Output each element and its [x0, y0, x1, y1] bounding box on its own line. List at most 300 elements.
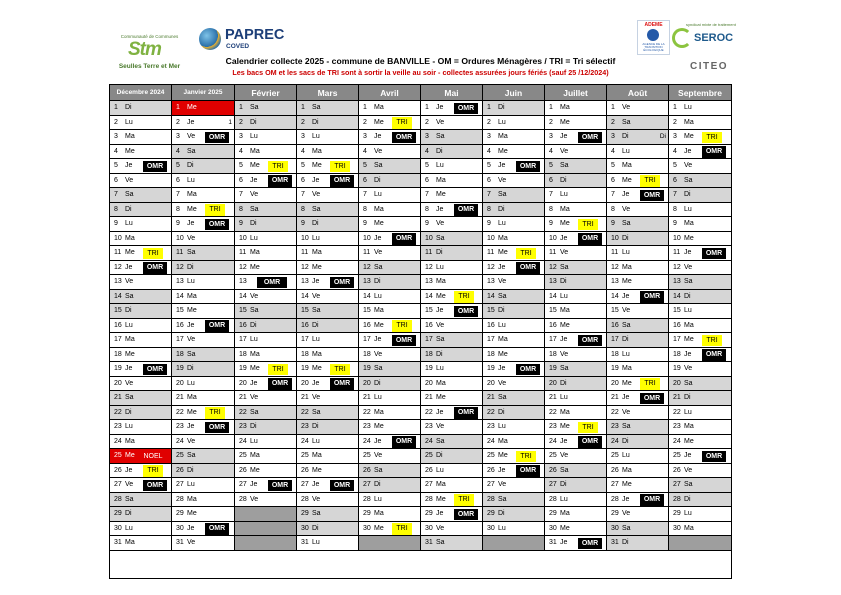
- day-cell: [297, 275, 359, 290]
- day-cell: [110, 275, 172, 290]
- day-number: 22: [176, 408, 184, 416]
- day-number: 24: [114, 437, 122, 445]
- day-name: Me: [250, 365, 260, 372]
- day-number: 7: [487, 191, 491, 198]
- day-number: 17: [425, 336, 433, 343]
- day-cell: [235, 464, 297, 479]
- day-number: 7: [425, 191, 429, 198]
- day-number: 17: [363, 336, 371, 343]
- day-number: 27: [176, 481, 184, 488]
- day-number: 21: [176, 394, 184, 401]
- day-number: 16: [425, 321, 433, 329]
- day-number: 31: [114, 539, 122, 546]
- day-name: Je: [622, 191, 630, 198]
- day-cell: [669, 203, 732, 218]
- day-name: Ma: [684, 524, 694, 532]
- day-number: 2: [673, 118, 677, 126]
- day-cell: [545, 435, 607, 450]
- day-number: 9: [176, 220, 180, 227]
- day-name: Me: [560, 220, 570, 227]
- day-cell: [483, 464, 545, 479]
- day-name: Ma: [498, 336, 508, 343]
- day-name: Je: [560, 133, 568, 140]
- day-name: Ma: [374, 104, 384, 111]
- day-cell: [545, 246, 607, 261]
- day-cell: [235, 348, 297, 363]
- day-cell: [483, 435, 545, 450]
- day-name: Ve: [250, 191, 259, 198]
- day-number: 17: [611, 336, 619, 343]
- day-name: Je: [250, 481, 258, 488]
- day-number: 17: [549, 336, 557, 343]
- omr-collection-tag: OMR: [330, 175, 354, 187]
- day-cell: [607, 261, 669, 276]
- day-name: Ve: [312, 495, 321, 503]
- day-cell: [235, 406, 297, 421]
- day-cell: [545, 319, 607, 334]
- day-cell: [545, 130, 607, 145]
- day-cell: [669, 391, 732, 406]
- day-cell: [110, 217, 172, 232]
- day-name: Sa: [250, 205, 259, 213]
- omr-collection-tag: OMR: [454, 509, 478, 521]
- tri-collection-tag: TRI: [640, 378, 660, 390]
- day-name: Ma: [250, 350, 260, 358]
- day-cell: [297, 232, 359, 247]
- day-cell: [669, 507, 732, 522]
- day-name: Sa: [436, 437, 445, 445]
- day-name: Di: [560, 379, 567, 387]
- day-number: 5: [425, 162, 429, 169]
- day-cell: [359, 464, 421, 479]
- ademe-logo-name: ADEME: [644, 22, 663, 28]
- day-name: Ve: [498, 176, 507, 184]
- day-name: Sa: [187, 452, 196, 459]
- day-name: Di: [187, 162, 194, 169]
- day-number: 25: [673, 452, 681, 459]
- day-name: Lu: [374, 394, 382, 401]
- day-name: Sa: [622, 321, 631, 329]
- day-name: Ve: [436, 118, 445, 126]
- day-number: 18: [114, 350, 122, 358]
- tri-collection-tag: TRI: [392, 117, 412, 129]
- day-name: Je: [684, 249, 692, 256]
- day-cell: [235, 290, 297, 305]
- day-cell: [172, 464, 235, 479]
- day-name: Sa: [498, 495, 507, 503]
- day-number: 19: [425, 365, 433, 372]
- day-cell: [110, 130, 172, 145]
- day-cell: [359, 275, 421, 290]
- day-name: Ma: [622, 263, 632, 271]
- day-number: 29: [176, 510, 184, 517]
- day-cell: [545, 377, 607, 392]
- day-name: Ma: [436, 176, 446, 184]
- day-number: 29: [301, 510, 309, 517]
- day-cell: [235, 130, 297, 145]
- day-number: 3: [239, 133, 243, 140]
- day-number: 16: [301, 321, 309, 329]
- day-cell: [421, 159, 483, 174]
- day-number: 9: [301, 220, 305, 227]
- month-header: Septembre: [669, 85, 732, 101]
- day-name: Je: [125, 466, 133, 474]
- day-name: Ma: [312, 249, 322, 256]
- day-name: Ma: [436, 481, 446, 488]
- day-name: Me: [187, 205, 197, 213]
- day-cell: [607, 145, 669, 160]
- month-header: Décembre 2024: [110, 85, 172, 101]
- day-cell: [545, 333, 607, 348]
- day-number: 11: [549, 249, 557, 256]
- day-name: Me: [312, 365, 322, 372]
- day-number: 7: [611, 191, 615, 198]
- day-name: Je: [560, 539, 568, 546]
- day-name: Ve: [684, 162, 693, 169]
- day-number: 3: [363, 133, 367, 140]
- day-number: 14: [239, 292, 247, 300]
- day-cell: [172, 261, 235, 276]
- day-number: 2: [363, 118, 367, 126]
- day-cell: [483, 145, 545, 160]
- empty-day-cell: [235, 507, 297, 522]
- day-number: 28: [611, 495, 619, 503]
- day-number: 11: [239, 249, 247, 256]
- day-number: 5: [363, 162, 367, 169]
- day-cell: [297, 101, 359, 116]
- day-cell: [545, 536, 607, 551]
- day-number: 1: [611, 104, 615, 111]
- day-name: Je: [684, 452, 692, 459]
- day-number: 14: [114, 292, 122, 300]
- day-name: Lu: [684, 408, 692, 416]
- day-cell: [607, 116, 669, 131]
- day-name: Ma: [436, 278, 446, 285]
- day-name: Lu: [622, 249, 630, 256]
- day-name: Lu: [560, 394, 568, 401]
- day-cell: [110, 449, 172, 464]
- day-cell: [545, 464, 607, 479]
- day-name: Je: [622, 292, 630, 300]
- day-name: Sa: [312, 307, 321, 314]
- day-cell: [359, 290, 421, 305]
- day-name: Je: [498, 162, 506, 169]
- day-name: Je: [436, 307, 444, 314]
- day-cell: [359, 522, 421, 537]
- day-number: 14: [673, 292, 681, 300]
- day-name: Lu: [187, 379, 195, 387]
- day-number: 29: [611, 510, 619, 517]
- day-cell: [607, 333, 669, 348]
- day-number: 4: [176, 147, 180, 155]
- day-cell: [545, 159, 607, 174]
- day-name: Ma: [125, 336, 135, 343]
- day-number: 5: [239, 162, 243, 169]
- day-name: Me: [187, 104, 197, 111]
- day-number: 24: [363, 437, 371, 445]
- day-name: Lu: [498, 118, 506, 126]
- day-name: Je: [560, 437, 568, 445]
- day-number: 3: [549, 133, 553, 140]
- day-cell: [669, 478, 732, 493]
- day-cell: [545, 145, 607, 160]
- month-header: Juillet: [545, 85, 607, 101]
- day-cell: [545, 232, 607, 247]
- day-cell: [235, 246, 297, 261]
- day-number: 29: [114, 510, 122, 517]
- day-name: Sa: [560, 466, 569, 474]
- day-name: Ma: [498, 234, 508, 242]
- day-name: Me: [374, 524, 384, 532]
- day-name: Ma: [436, 379, 446, 387]
- day-name: Lu: [250, 437, 258, 445]
- tri-collection-tag: TRI: [143, 465, 163, 477]
- day-cell: [669, 464, 732, 479]
- day-cell: [110, 362, 172, 377]
- month-header: Août: [607, 85, 669, 101]
- day-cell: [235, 217, 297, 232]
- day-cell: [235, 478, 297, 493]
- day-number: 14: [176, 292, 184, 300]
- day-number: 24: [239, 437, 247, 445]
- day-cell: [545, 188, 607, 203]
- day-name: Me: [684, 234, 694, 242]
- day-name: Lu: [498, 524, 506, 532]
- day-cell: [235, 261, 297, 276]
- day-cell: [235, 304, 297, 319]
- month-header: Avril: [359, 85, 421, 101]
- day-name: Je: [374, 437, 382, 445]
- day-cell: [483, 174, 545, 189]
- day-name: Sa: [250, 104, 259, 111]
- day-number: 24: [176, 437, 184, 445]
- day-name: Sa: [684, 278, 693, 285]
- day-number: 9: [487, 220, 491, 227]
- day-cell: [110, 493, 172, 508]
- day-cell: [545, 391, 607, 406]
- day-number: 20: [363, 379, 371, 387]
- day-number: 8: [487, 205, 491, 213]
- day-cell: [483, 522, 545, 537]
- day-cell: [607, 464, 669, 479]
- day-name: Ma: [312, 147, 322, 155]
- day-cell: [172, 522, 235, 537]
- day-number: 22: [611, 408, 619, 416]
- day-name: Lu: [312, 133, 320, 140]
- day-number: 8: [239, 205, 243, 213]
- day-name: Ve: [560, 147, 569, 155]
- day-cell: [359, 377, 421, 392]
- day-number: 8: [425, 205, 429, 213]
- day-name: Sa: [560, 365, 569, 372]
- month-header: Mai: [421, 85, 483, 101]
- day-cell: [669, 246, 732, 261]
- day-name: Je: [436, 205, 444, 213]
- omr-collection-tag: OMR: [454, 407, 478, 419]
- day-name: Je: [436, 104, 444, 111]
- day-number: 23: [487, 423, 495, 430]
- tri-collection-tag: TRI: [702, 335, 722, 347]
- day-name: Ve: [187, 234, 196, 242]
- seroc-arc-icon: [672, 28, 692, 48]
- day-cell: [235, 362, 297, 377]
- tri-collection-tag: TRI: [330, 364, 350, 376]
- day-number: 16: [363, 321, 371, 329]
- day-cell: [669, 130, 732, 145]
- day-name: Di: [684, 191, 691, 198]
- day-cell: [483, 217, 545, 232]
- day-cell: [359, 362, 421, 377]
- day-cell: [669, 420, 732, 435]
- day-name: Sa: [498, 191, 507, 198]
- day-cell: [172, 362, 235, 377]
- day-cell: [359, 101, 421, 116]
- day-cell: [669, 406, 732, 421]
- day-number: 23: [549, 423, 557, 430]
- day-name: Di: [498, 408, 505, 416]
- day-name: Ma: [560, 510, 570, 517]
- day-cell: [669, 449, 732, 464]
- day-name: Sa: [622, 118, 631, 126]
- day-name: Sa: [436, 539, 445, 546]
- day-name: Lu: [312, 539, 320, 546]
- omr-collection-tag: OMR: [205, 132, 229, 144]
- day-name: Lu: [684, 104, 692, 111]
- day-number: 27: [114, 481, 122, 488]
- day-cell: [421, 246, 483, 261]
- day-name: Je: [374, 234, 382, 242]
- day-number: 7: [114, 191, 118, 198]
- day-name: Sa: [187, 350, 196, 358]
- day-cell: [235, 203, 297, 218]
- day-name: Di: [498, 205, 505, 213]
- omr-collection-tag: OMR: [330, 480, 354, 492]
- day-cell: [172, 406, 235, 421]
- day-cell: [359, 145, 421, 160]
- day-name: Ve: [374, 350, 383, 358]
- day-cell: [483, 333, 545, 348]
- day-cell: [235, 319, 297, 334]
- day-name: Ve: [560, 249, 569, 256]
- day-name: Me: [498, 452, 508, 459]
- day-name: Ve: [498, 278, 507, 285]
- day-number: 15: [301, 307, 309, 314]
- day-number: 31: [425, 539, 433, 546]
- day-number: 4: [114, 147, 118, 155]
- day-number: 4: [487, 147, 491, 155]
- day-name: Di: [250, 321, 257, 329]
- day-cell: [421, 290, 483, 305]
- day-number: 10: [301, 234, 309, 242]
- day-number: 22: [363, 408, 371, 416]
- day-cell: [297, 319, 359, 334]
- day-cell: [421, 101, 483, 116]
- day-number: 8: [549, 205, 553, 213]
- day-name: Ve: [250, 394, 259, 401]
- day-name: Lu: [560, 191, 568, 198]
- day-number: 2: [301, 118, 305, 126]
- day-cell: [172, 377, 235, 392]
- day-number: 14: [425, 292, 433, 300]
- day-cell: [297, 449, 359, 464]
- day-cell: [669, 435, 732, 450]
- day-number: 20: [239, 379, 247, 387]
- day-name: Je: [187, 423, 195, 430]
- day-name: Di: [560, 481, 567, 488]
- day-name: Ma: [498, 437, 508, 445]
- omr-collection-tag: OMR: [578, 436, 602, 448]
- day-name: Je: [374, 336, 382, 343]
- day-cell: [359, 333, 421, 348]
- day-number: 22: [239, 408, 247, 416]
- day-number: 1: [549, 104, 553, 111]
- day-cell: [545, 261, 607, 276]
- day-number: 5: [301, 162, 305, 169]
- day-cell: [110, 174, 172, 189]
- day-number: 15: [673, 307, 681, 314]
- day-cell: [172, 478, 235, 493]
- day-number: 13: [673, 278, 681, 285]
- day-number: 4: [239, 147, 243, 155]
- day-cell: [421, 391, 483, 406]
- day-name: Me: [436, 292, 446, 300]
- day-name: Ma: [125, 539, 135, 546]
- day-number: 9: [611, 220, 615, 227]
- day-cell: [421, 275, 483, 290]
- day-cell: [297, 261, 359, 276]
- tri-collection-tag: TRI: [268, 364, 288, 376]
- day-cell: [483, 348, 545, 363]
- day-number: 17: [487, 336, 495, 343]
- day-number: 15: [176, 307, 184, 314]
- day-cell: [669, 145, 732, 160]
- day-number: 25: [239, 452, 247, 459]
- day-name: Je: [125, 263, 133, 271]
- day-cell: [297, 203, 359, 218]
- stm-logo-mark: Stm: [128, 39, 161, 60]
- day-cell: [483, 391, 545, 406]
- day-number: 21: [673, 394, 681, 401]
- omr-collection-tag: OMR: [257, 277, 287, 289]
- day-cell: [669, 116, 732, 131]
- stm-logo-top-text: Communauté de Communes: [120, 34, 179, 39]
- day-name: Di: [125, 510, 132, 517]
- day-number: 23: [363, 423, 371, 430]
- day-number: 24: [611, 437, 619, 445]
- month-header: Juin: [483, 85, 545, 101]
- omr-collection-tag: OMR: [205, 523, 229, 535]
- omr-collection-tag: OMR: [640, 291, 664, 303]
- day-number: 12: [114, 263, 122, 271]
- day-number: 19: [673, 365, 681, 372]
- day-cell: [545, 217, 607, 232]
- day-name: Lu: [560, 495, 568, 503]
- day-cell: [172, 391, 235, 406]
- page-title: Calendrier collecte 2025 - commune de BANVILLE - OM = Ordures Ménagères / TRI = Tri sélectif: [225, 56, 616, 66]
- day-cell: [110, 478, 172, 493]
- day-cell: [359, 478, 421, 493]
- day-name: Di: [125, 205, 132, 213]
- day-cell: [110, 116, 172, 131]
- day-name: Ve: [622, 408, 631, 416]
- day-number: 12: [176, 263, 184, 271]
- day-number: 2: [114, 118, 118, 126]
- day-name: Ve: [684, 466, 693, 474]
- day-number: 28: [549, 495, 557, 503]
- day-number: 5: [549, 162, 553, 169]
- day-cell: [421, 536, 483, 551]
- day-name: Lu: [622, 350, 630, 358]
